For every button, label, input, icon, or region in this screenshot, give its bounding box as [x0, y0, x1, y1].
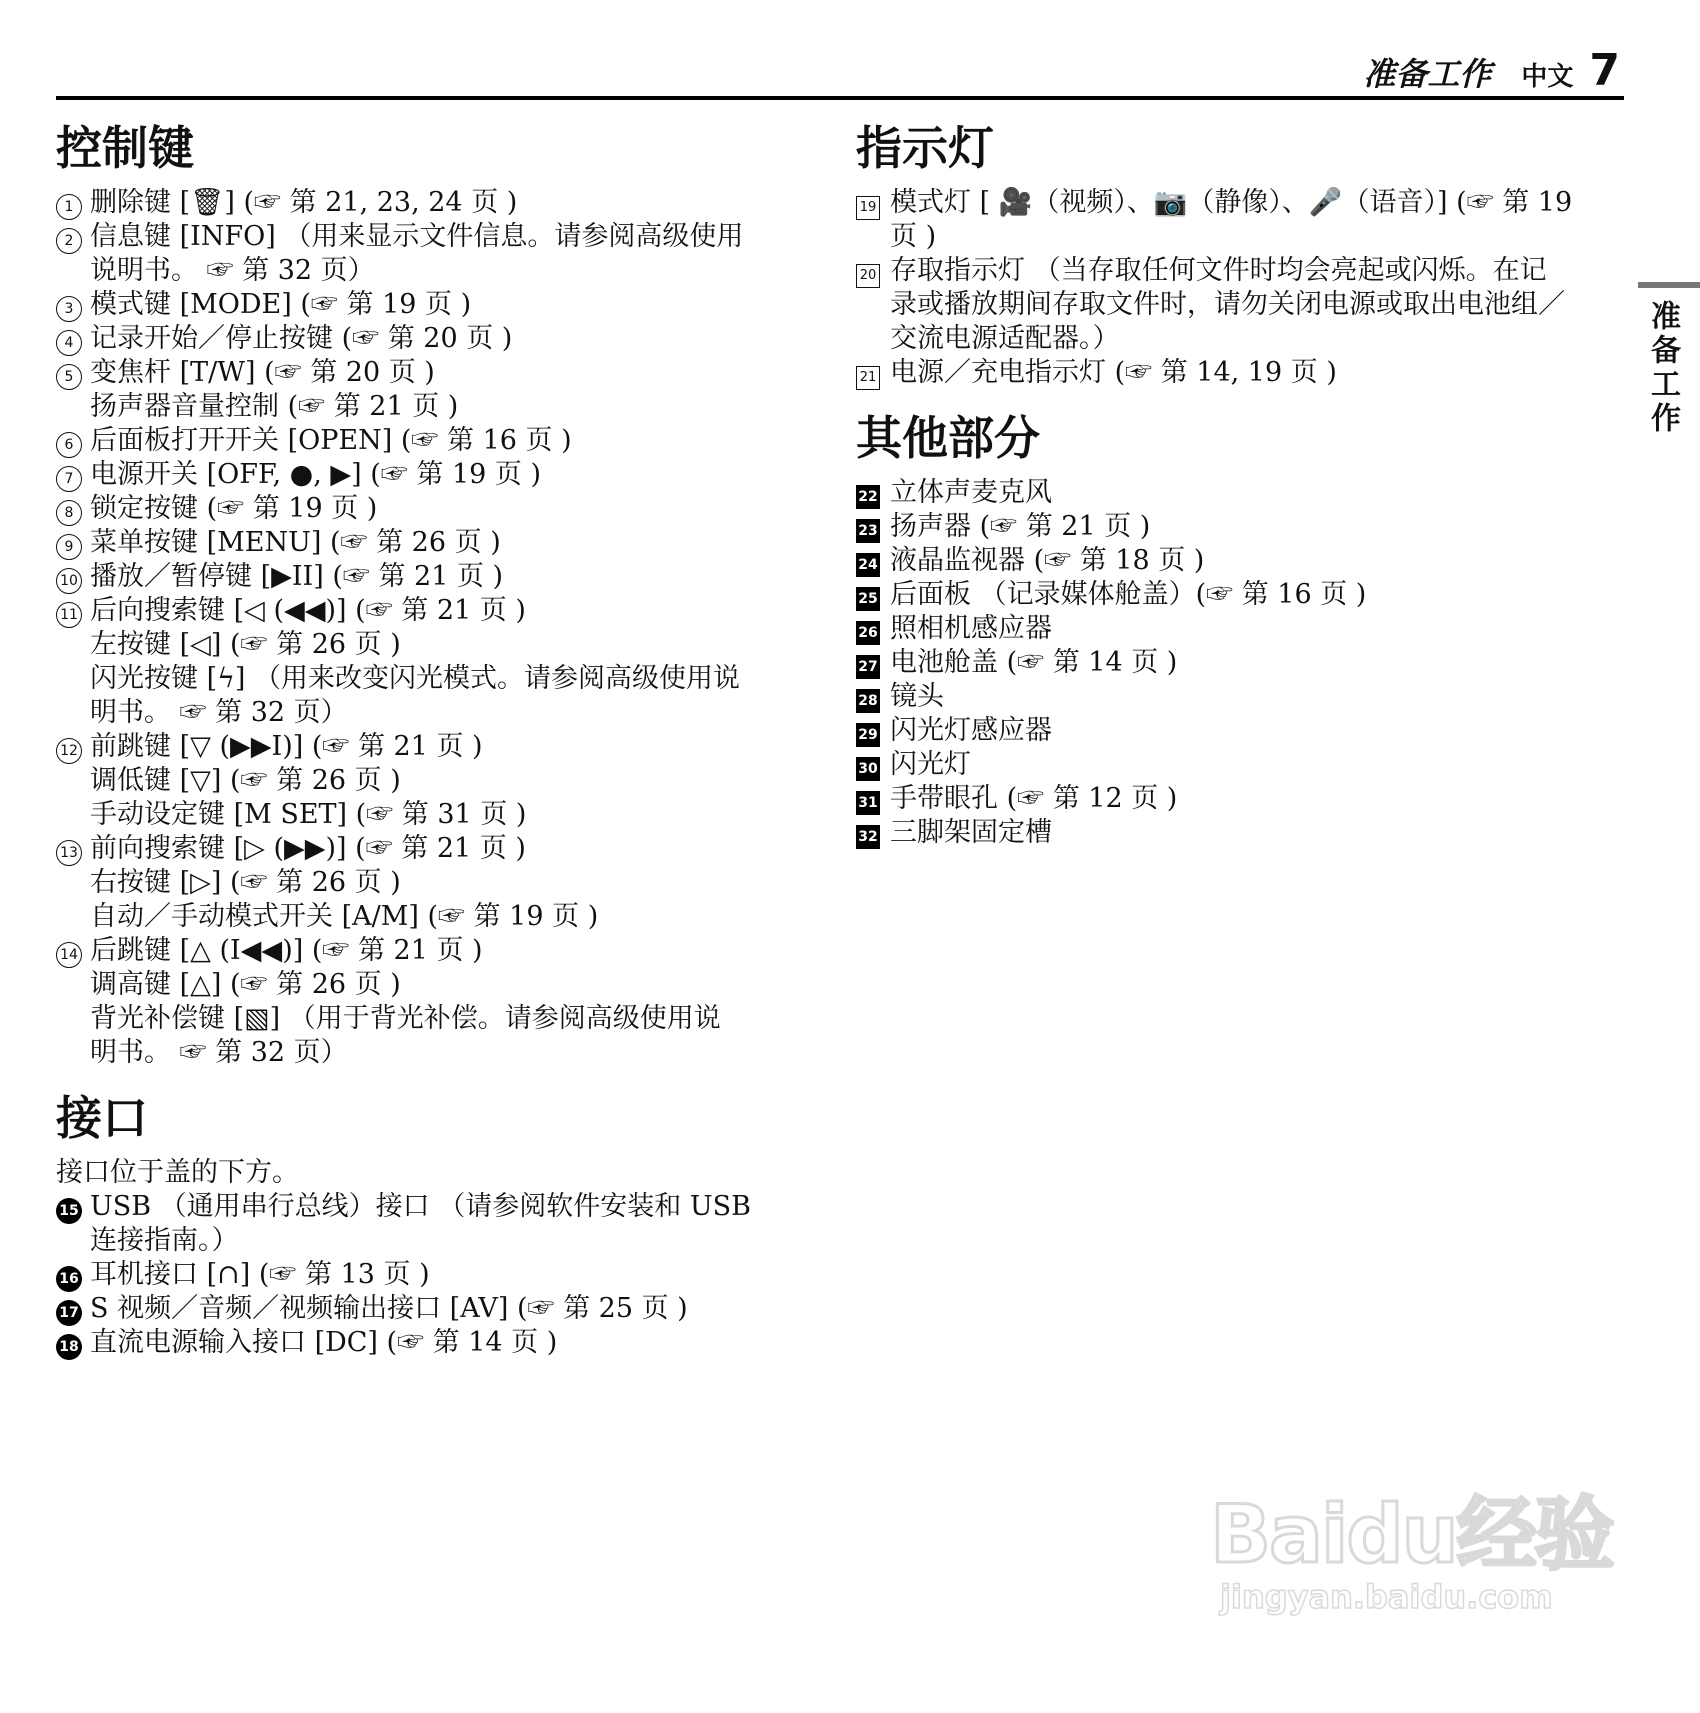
- item-number: 32: [856, 825, 880, 849]
- ports-intro: 接口位于盖的下方。: [56, 1157, 299, 1188]
- item-number: 6: [56, 432, 82, 458]
- item-text-line: 录或播放期间存取文件时，请勿关闭电源或取出电池组／: [890, 289, 1565, 320]
- item-text-line: 镜头: [890, 681, 944, 712]
- item-number-marker: [856, 356, 888, 390]
- item-number-marker: [856, 186, 888, 220]
- item-text-line: 自动／手动模式开关 [A/M] (☞ 第 19 页 ): [90, 901, 599, 932]
- item-text-line: 后面板 （记录媒体舱盖）(☞ 第 16 页 ): [890, 579, 1367, 610]
- item-number-marker: [856, 816, 888, 850]
- item-text-line: 电源开关 [OFF, ●, ▶] (☞ 第 19 页 ): [90, 459, 542, 490]
- item-text-line: 模式灯 [ 🎥（视频）、📷（静像）、🎤（语音）] (☞ 第 19: [890, 187, 1573, 218]
- controls-item: [56, 934, 836, 1070]
- item-number-marker: [56, 1258, 88, 1292]
- item-number: 7: [56, 466, 82, 492]
- item-number-marker: [56, 186, 88, 220]
- others-item: [856, 680, 1636, 714]
- others-item: [856, 578, 1636, 612]
- item-number: 9: [56, 534, 82, 560]
- item-text-line: 背光补偿键 [▧] （用于背光补偿。请参阅高级使用说: [90, 1003, 721, 1034]
- item-number: 1: [56, 194, 82, 220]
- item-text-line: 变焦杆 [T/W] (☞ 第 20 页 ): [90, 357, 435, 388]
- item-text-line: 左按键 [◁] (☞ 第 26 页 ): [90, 629, 401, 660]
- item-number-marker: [856, 612, 888, 646]
- item-number: 31: [856, 791, 880, 815]
- item-number-marker: [56, 322, 88, 356]
- item-number: 25: [856, 587, 880, 611]
- others-item: [856, 646, 1636, 680]
- item-number: 19: [856, 196, 880, 220]
- item-number-marker: [56, 492, 88, 526]
- item-text-line: 手动设定键 [M SET] (☞ 第 31 页 ): [90, 799, 527, 830]
- others-item: [856, 612, 1636, 646]
- controls-item: [56, 492, 836, 526]
- ports-item: [56, 1292, 836, 1326]
- item-text-line: S 视频／音频／视频输出接口 [AV] (☞ 第 25 页 ): [90, 1293, 688, 1324]
- item-text-line: 记录开始／停止按键 (☞ 第 20 页 ): [90, 323, 513, 354]
- others-list: [856, 476, 1636, 850]
- item-text-line: 后面板打开开关 [OPEN] (☞ 第 16 页 ): [90, 425, 572, 456]
- item-text-line: 三脚架固定槽: [890, 817, 1052, 848]
- others-item: [856, 476, 1636, 510]
- others-item: [856, 544, 1636, 578]
- item-number-marker: [56, 560, 88, 594]
- item-number: 30: [856, 757, 880, 781]
- item-text-line: 立体声麦克风: [890, 477, 1052, 508]
- indicators-item: [856, 186, 1636, 254]
- item-number: 16: [56, 1266, 82, 1292]
- item-text-line: 页 ): [890, 221, 937, 252]
- controls-item: [56, 322, 836, 356]
- controls-list: [56, 186, 836, 1070]
- item-number-marker: [56, 1292, 88, 1326]
- item-number-marker: [856, 714, 888, 748]
- controls-item: [56, 560, 836, 594]
- indicators-list: [856, 186, 1636, 390]
- item-number: 15: [56, 1198, 82, 1224]
- item-number: 17: [56, 1300, 82, 1326]
- watermark-url: jingyan.baidu.com: [1220, 1578, 1553, 1616]
- controls-item: [56, 594, 836, 730]
- item-text-line: 后向搜索键 [◁ (◀◀)] (☞ 第 21 页 ): [90, 595, 526, 626]
- item-number: 12: [56, 738, 82, 764]
- item-number: 28: [856, 689, 880, 713]
- header-section-title: 准备工作: [1363, 55, 1492, 93]
- item-text-line: 电源／充电指示灯 (☞ 第 14, 19 页 ): [890, 357, 1337, 388]
- item-text-line: 前跳键 [▽ (▶▶I)] (☞ 第 21 页 ): [90, 731, 483, 762]
- indicators-item: [856, 254, 1636, 356]
- item-number: 23: [856, 519, 880, 543]
- item-text-line: 扬声器 (☞ 第 21 页 ): [890, 511, 1151, 542]
- item-text-line: 闪光按键 [ϟ] （用来改变闪光模式。请参阅高级使用说: [90, 663, 741, 694]
- item-text-line: 交流电源适配器。）: [890, 323, 1120, 354]
- header-language: 中文: [1521, 62, 1574, 92]
- item-text-line: 手带眼孔 (☞ 第 12 页 ): [890, 783, 1178, 814]
- item-number-marker: [56, 526, 88, 560]
- others-item: [856, 782, 1636, 816]
- controls-item: [56, 288, 836, 322]
- item-number-marker: [56, 424, 88, 458]
- item-text-line: 直流电源输入接口 [DC] (☞ 第 14 页 ): [90, 1327, 558, 1358]
- item-number: 21: [856, 366, 880, 390]
- item-number: 5: [56, 364, 82, 390]
- item-number: 22: [856, 485, 880, 509]
- others-item: [856, 714, 1636, 748]
- others-item: [856, 816, 1636, 850]
- item-number: 2: [56, 228, 82, 254]
- item-number-marker: [56, 730, 88, 764]
- right-column: [856, 118, 1636, 850]
- controls-item: [56, 356, 836, 424]
- item-number-marker: [856, 646, 888, 680]
- baidu-watermark: [1200, 1450, 1620, 1630]
- item-text-line: 调高键 [△] (☞ 第 26 页 ): [90, 969, 401, 1000]
- item-text-line: USB （通用串行总线）接口 （请参阅软件安装和 USB: [90, 1191, 751, 1222]
- item-number: 20: [856, 264, 880, 288]
- item-number-marker: [856, 476, 888, 510]
- controls-item: [56, 220, 836, 288]
- item-text-line: 电池舱盖 (☞ 第 14 页 ): [890, 647, 1178, 678]
- ports-item: [56, 1190, 836, 1258]
- item-number: 11: [56, 602, 82, 628]
- ports-item: [56, 1326, 836, 1360]
- item-number: 8: [56, 500, 82, 526]
- item-text-line: 前向搜索键 [▷ (▶▶)] (☞ 第 21 页 ): [90, 833, 526, 864]
- item-text-line: 闪光灯感应器: [890, 715, 1052, 746]
- item-number: 29: [856, 723, 880, 747]
- item-text-line: 液晶监视器 (☞ 第 18 页 ): [890, 545, 1205, 576]
- item-number: 10: [56, 568, 82, 594]
- side-tab-label: 准备工作: [1645, 300, 1680, 436]
- item-text-line: 锁定按键 (☞ 第 19 页 ): [90, 493, 378, 524]
- item-number-marker: [56, 288, 88, 322]
- page-number: 7: [1589, 45, 1620, 96]
- item-text-line: 调低键 [▽] (☞ 第 26 页 ): [90, 765, 401, 796]
- item-text-line: 明书。 ☞ 第 32 页）: [90, 1037, 348, 1068]
- controls-item: [56, 832, 836, 934]
- item-text-line: 删除键 [🗑] (☞ 第 21, 23, 24 页 ): [90, 187, 518, 218]
- item-number-marker: [856, 254, 888, 288]
- item-number-marker: [56, 1326, 88, 1360]
- item-text-line: 说明书。 ☞ 第 32 页）: [90, 255, 375, 286]
- item-text-line: 明书。 ☞ 第 32 页）: [90, 697, 348, 728]
- controls-item: [56, 526, 836, 560]
- item-text-line: 右按键 [▷] (☞ 第 26 页 ): [90, 867, 401, 898]
- ports-list: [56, 1190, 836, 1360]
- item-number: 14: [56, 942, 82, 968]
- others-item: [856, 510, 1636, 544]
- heading-indicators: 指示灯: [856, 121, 994, 175]
- watermark-brand: Baidu经验: [1210, 1488, 1613, 1581]
- item-number-marker: [56, 220, 88, 254]
- item-number: 24: [856, 553, 880, 577]
- item-number-marker: [856, 578, 888, 612]
- item-number: 3: [56, 296, 82, 322]
- others-item: [856, 748, 1636, 782]
- ports-item: [56, 1258, 836, 1292]
- item-text-line: 菜单按键 [MENU] (☞ 第 26 页 ): [90, 527, 501, 558]
- item-number-marker: [56, 1190, 88, 1224]
- item-text-line: 模式键 [MODE] (☞ 第 19 页 ): [90, 289, 472, 320]
- item-text-line: 闪光灯: [890, 749, 971, 780]
- item-text-line: 播放／暂停键 [▶II] (☞ 第 21 页 ): [90, 561, 504, 592]
- item-number-marker: [856, 680, 888, 714]
- page-header: [1363, 45, 1620, 96]
- item-text-line: 扬声器音量控制 (☞ 第 21 页 ): [90, 391, 459, 422]
- item-number-marker: [856, 782, 888, 816]
- controls-item: [56, 186, 836, 220]
- item-number: 4: [56, 330, 82, 356]
- item-text-line: 后跳键 [△ (I◀◀)] (☞ 第 21 页 ): [90, 935, 483, 966]
- item-text-line: 耳机接口 [∩] (☞ 第 13 页 ): [90, 1259, 430, 1290]
- indicators-item: [856, 356, 1636, 390]
- item-number: 27: [856, 655, 880, 679]
- item-number-marker: [56, 832, 88, 866]
- item-text-line: 信息键 [INFO] （用来显示文件信息。请参阅高级使用: [90, 221, 744, 252]
- controls-item: [56, 458, 836, 492]
- item-number-marker: [856, 748, 888, 782]
- item-text-line: 存取指示灯 （当存取任何文件时均会亮起或闪烁。在记: [890, 255, 1547, 286]
- item-number: 18: [56, 1334, 82, 1360]
- heading-others: 其他部分: [856, 411, 1040, 465]
- item-number-marker: [56, 934, 88, 968]
- controls-item: [56, 424, 836, 458]
- item-text-line: 照相机感应器: [890, 613, 1052, 644]
- item-number-marker: [56, 594, 88, 628]
- side-tab-bar: [1638, 282, 1700, 288]
- heading-ports: 接口: [56, 1091, 148, 1145]
- controls-item: [56, 730, 836, 832]
- item-text-line: 连接指南。）: [90, 1225, 239, 1256]
- item-number-marker: [856, 510, 888, 544]
- item-number: 26: [856, 621, 880, 645]
- header-rule: [56, 96, 1624, 100]
- item-number-marker: [856, 544, 888, 578]
- item-number-marker: [56, 356, 88, 390]
- left-column: [56, 118, 836, 1360]
- item-number: 13: [56, 840, 82, 866]
- heading-controls: 控制键: [56, 121, 194, 175]
- item-number-marker: [56, 458, 88, 492]
